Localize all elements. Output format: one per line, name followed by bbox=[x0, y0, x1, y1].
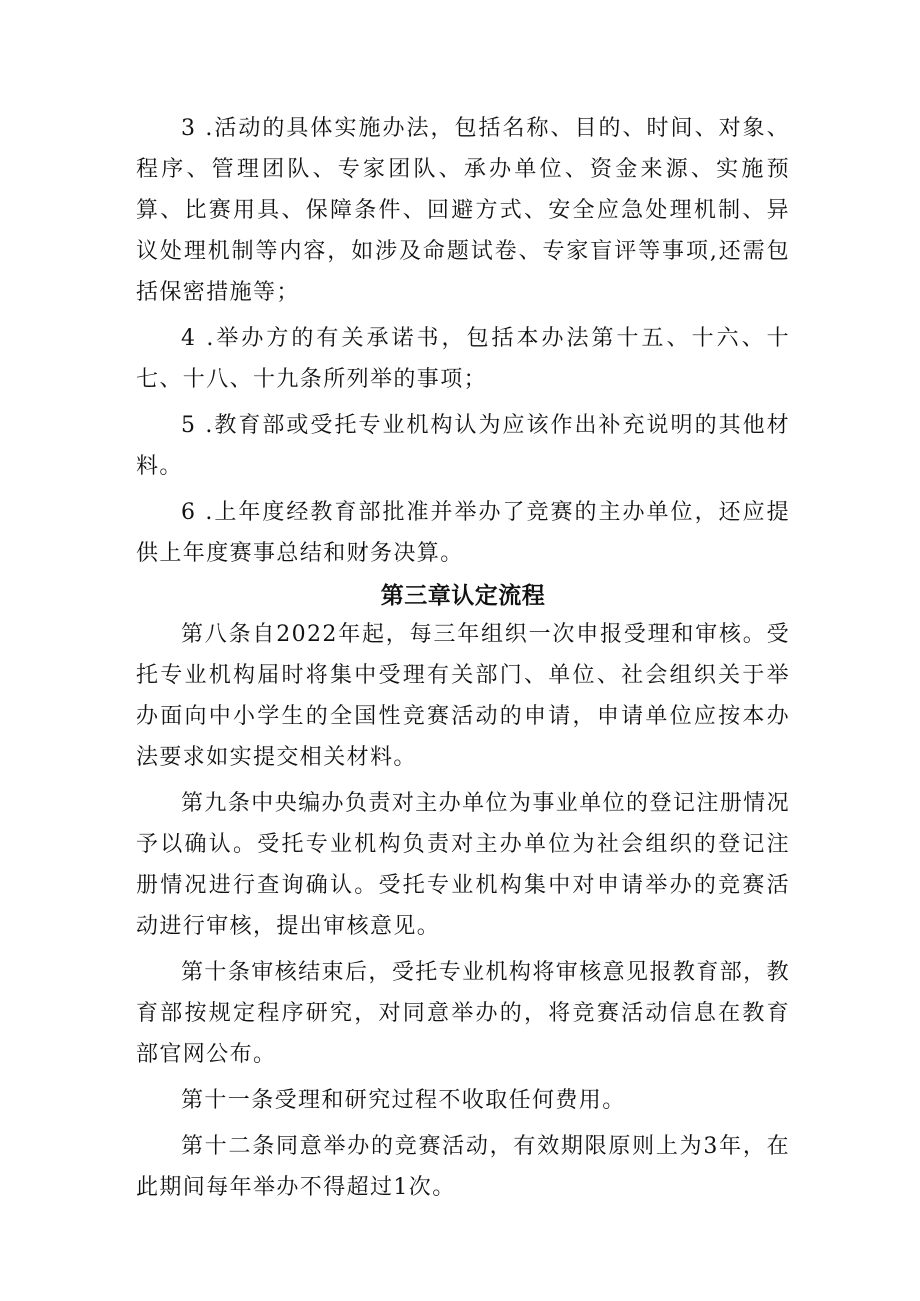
chapter-heading: 第三章认定流程 bbox=[380, 583, 546, 609]
article-8: 第八条自2022年起，每三年组织一次申报受理和审核。受托专业机构届时将集中受理有关部门、单位、社会组织关于举办面向中小学生的全国性竞赛活动的申请，申请单位应按本办法要求如实提交相关材料。 bbox=[136, 622, 790, 770]
list-item-6-annual-summary: 6 .上年度经教育部批准并举办了竞赛的主办单位，还应提供上年度赛事总结和财务决算。 bbox=[136, 500, 790, 566]
list-item-4-commitment-letter: 4 .举办方的有关承诺书，包括本办法第十五、十六、十七、十八、十九条所列举的事项； bbox=[136, 326, 790, 392]
article-12: 第十二条同意举办的竞赛活动，有效期限原则上为3年，在此期间每年举办不得超过1次。 bbox=[136, 1134, 790, 1200]
document-body bbox=[136, 108, 790, 1213]
list-item-3-implementation-methods: 3 .活动的具体实施办法，包括名称、目的、时间、对象、程序、管理团队、专家团队、承办单位、资金来源、实施预算、比赛用具、保障条件、回避方式、安全应急处理机制、异议处理机制等内容，如涉及命题试卷、专家盲评等事项,还需包括保密措施等； bbox=[136, 116, 790, 305]
list-item-5-supplementary-materials: 5 .教育部或受托专业机构认为应该作出补充说明的其他材料。 bbox=[136, 413, 790, 479]
article-11: 第十一条受理和研究过程不收取任何费用。 bbox=[181, 1088, 626, 1113]
article-9: 第九条中央编办负责对主办单位为事业单位的登记注册情况予以确认。受托专业机构负责对主办单位为社会组织的登记注册情况进行查询确认。受托专业机构集中对申请举办的竞赛活动进行审核，提出审核意见。 bbox=[136, 791, 790, 939]
article-10: 第十条审核结束后，受托专业机构将审核意见报教育部，教育部按规定程序研究，对同意举办的，将竞赛活动信息在教育部官网公布。 bbox=[136, 960, 790, 1067]
